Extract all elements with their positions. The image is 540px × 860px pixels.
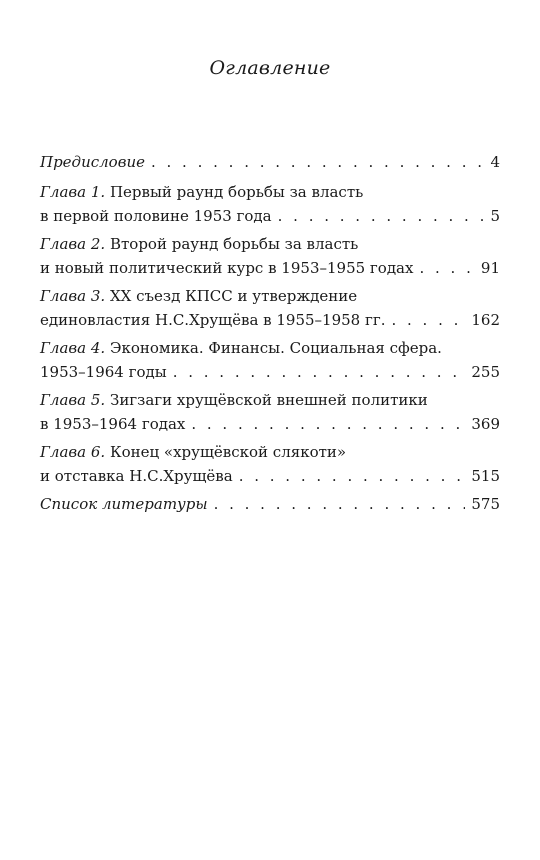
toc-entry-title: ХХ съезд КПСС и утверждение <box>109 287 358 305</box>
dot-leader <box>239 464 466 488</box>
toc-entry-chapter-3[interactable] <box>40 284 500 332</box>
toc-entry-title: Экономика. Финансы. Социальная сфера. <box>109 339 442 357</box>
toc-entry-chapter-5[interactable] <box>40 388 500 436</box>
toc-entry-first-line <box>40 180 500 204</box>
dot-leader <box>191 412 465 436</box>
toc-entry-label: Глава 1. <box>40 183 106 201</box>
toc-entry-label: Список литературы <box>40 495 208 513</box>
toc-entry-title: Зигзаги хрущёвской внешней политики <box>109 391 428 409</box>
toc-entry-first-line <box>40 440 500 464</box>
toc-entry-label: Глава 6. <box>40 443 106 461</box>
toc-entry-title-cont: 1953–1964 годы <box>40 363 167 381</box>
toc-entry-title-cont: и новый политический курс в 1953–1955 годах <box>40 259 414 277</box>
toc-page-number: 255 <box>471 363 500 381</box>
toc-entry-last-line <box>40 308 500 332</box>
toc-entry-label: Глава 4. <box>40 339 106 357</box>
toc-entry-label: Глава 5. <box>40 391 106 409</box>
toc-entry-last-line <box>40 464 500 488</box>
toc-entry-line <box>40 150 500 174</box>
dot-leader <box>214 492 466 516</box>
toc-entry-chapter-4[interactable] <box>40 336 500 384</box>
toc-page-number: 369 <box>471 415 500 433</box>
table-of-contents <box>40 150 500 522</box>
toc-entry-first-line <box>40 388 500 412</box>
toc-entry-last-line <box>40 412 500 436</box>
dot-leader <box>391 308 465 332</box>
dot-leader <box>419 256 474 280</box>
dot-leader <box>173 360 466 384</box>
toc-page-number: 515 <box>471 467 500 485</box>
toc-entry-chapter-2[interactable] <box>40 232 500 280</box>
toc-page-number: 162 <box>471 311 500 329</box>
toc-entry-label: Предисловие <box>40 153 145 171</box>
toc-entry-title-cont: в первой половине 1953 года <box>40 207 272 225</box>
toc-entry-chapter-1[interactable] <box>40 180 500 228</box>
toc-entry-title: Первый раунд борьбы за власть <box>109 183 364 201</box>
toc-entry-last-line <box>40 360 500 384</box>
toc-page-number: 4 <box>490 153 500 171</box>
toc-entry-title-cont: и отставка Н.С.Хрущёва <box>40 467 233 485</box>
toc-page-number: 5 <box>490 207 500 225</box>
toc-entry-title-cont: единовластия Н.С.Хрущёва в 1955–1958 гг. <box>40 311 386 329</box>
toc-entry-last-line <box>40 256 500 280</box>
toc-entry-first-line <box>40 284 500 308</box>
toc-entry-line <box>40 492 500 516</box>
toc-page-number: 575 <box>471 495 500 513</box>
page-title: Оглавление <box>209 57 331 79</box>
toc-entry-title: Второй раунд борьбы за власть <box>109 235 359 253</box>
toc-entry-preface[interactable] <box>40 150 500 174</box>
toc-entry-title-cont: в 1953–1964 годах <box>40 415 186 433</box>
dot-leader <box>278 204 485 228</box>
toc-entry-first-line <box>40 232 500 256</box>
toc-entry-chapter-6[interactable] <box>40 440 500 488</box>
toc-entry-label: Глава 2. <box>40 235 106 253</box>
toc-entry-last-line <box>40 204 500 228</box>
toc-entry-first-line <box>40 336 500 360</box>
toc-page-number: 91 <box>480 259 500 277</box>
toc-entry-label: Глава 3. <box>40 287 106 305</box>
dot-leader <box>151 150 484 174</box>
toc-entry-title: Конец «хрущёвской слякоти» <box>109 443 347 461</box>
toc-entry-bibliography[interactable] <box>40 492 500 516</box>
